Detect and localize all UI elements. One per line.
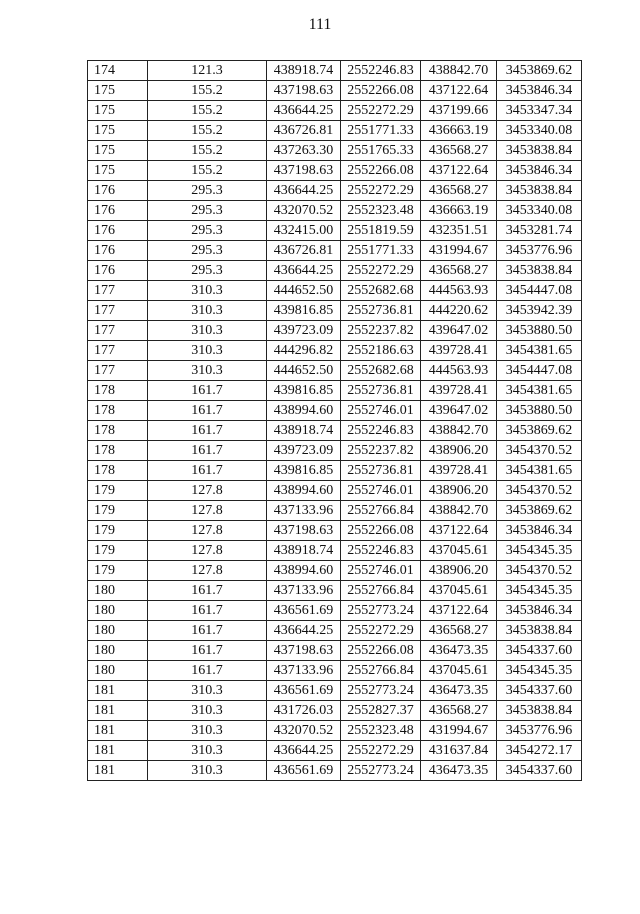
table-cell: 3453869.62	[497, 421, 582, 441]
table-cell: 3454337.60	[497, 641, 582, 661]
table-cell: 436473.35	[421, 681, 497, 701]
table-cell: 174	[88, 61, 148, 81]
table-cell: 180	[88, 641, 148, 661]
table-cell: 2552766.84	[341, 581, 421, 601]
table-row	[88, 81, 582, 101]
table-cell: 161.7	[148, 661, 267, 681]
table-cell: 2552272.29	[341, 621, 421, 641]
table-row	[88, 121, 582, 141]
table-cell: 436726.81	[267, 241, 341, 261]
table-cell: 2552746.01	[341, 401, 421, 421]
table-cell: 437122.64	[421, 81, 497, 101]
table-cell: 310.3	[148, 341, 267, 361]
table-cell: 178	[88, 401, 148, 421]
table-cell: 437045.61	[421, 581, 497, 601]
table-cell: 310.3	[148, 361, 267, 381]
table-cell: 438918.74	[267, 61, 341, 81]
table-cell: 176	[88, 221, 148, 241]
table-row	[88, 681, 582, 701]
table-cell: 444563.93	[421, 281, 497, 301]
table-cell: 438842.70	[421, 501, 497, 521]
table-cell: 179	[88, 561, 148, 581]
table-cell: 155.2	[148, 161, 267, 181]
table-cell: 181	[88, 681, 148, 701]
table-cell: 2552266.08	[341, 521, 421, 541]
table-cell: 179	[88, 481, 148, 501]
table-cell: 310.3	[148, 681, 267, 701]
table-cell: 2551819.59	[341, 221, 421, 241]
table-cell: 438906.20	[421, 441, 497, 461]
table-cell: 436644.25	[267, 261, 341, 281]
table-row	[88, 341, 582, 361]
table-cell: 181	[88, 761, 148, 781]
table-row	[88, 501, 582, 521]
table-cell: 437045.61	[421, 661, 497, 681]
table-cell: 438842.70	[421, 61, 497, 81]
table-cell: 436568.27	[421, 181, 497, 201]
table-cell: 176	[88, 181, 148, 201]
table-cell: 2552186.63	[341, 341, 421, 361]
table-row	[88, 741, 582, 761]
table-cell: 439728.41	[421, 461, 497, 481]
table-cell: 444220.62	[421, 301, 497, 321]
table-cell: 181	[88, 741, 148, 761]
table-cell: 155.2	[148, 81, 267, 101]
table-cell: 438906.20	[421, 561, 497, 581]
table-cell: 431637.84	[421, 741, 497, 761]
table-cell: 2552766.84	[341, 661, 421, 681]
table-cell: 437122.64	[421, 601, 497, 621]
table-cell: 3453880.50	[497, 401, 582, 421]
table-row	[88, 761, 582, 781]
table-row	[88, 541, 582, 561]
table-cell: 2552246.83	[341, 421, 421, 441]
table-cell: 3454272.17	[497, 741, 582, 761]
table-cell: 176	[88, 241, 148, 261]
table-cell: 310.3	[148, 281, 267, 301]
table-cell: 439723.09	[267, 441, 341, 461]
table-cell: 180	[88, 581, 148, 601]
table-cell: 2552736.81	[341, 461, 421, 481]
table-cell: 3453340.08	[497, 121, 582, 141]
table-cell: 295.3	[148, 181, 267, 201]
table-cell: 2552773.24	[341, 681, 421, 701]
table-cell: 3454345.35	[497, 581, 582, 601]
table-cell: 161.7	[148, 381, 267, 401]
table-cell: 437198.63	[267, 641, 341, 661]
table-cell: 438918.74	[267, 541, 341, 561]
table-cell: 2552746.01	[341, 481, 421, 501]
table-row	[88, 581, 582, 601]
table-row	[88, 481, 582, 501]
table-row	[88, 301, 582, 321]
table-cell: 3453869.62	[497, 501, 582, 521]
table-cell: 436473.35	[421, 641, 497, 661]
table-cell: 310.3	[148, 741, 267, 761]
table-row	[88, 701, 582, 721]
table-row	[88, 201, 582, 221]
table-cell: 181	[88, 721, 148, 741]
table-cell: 121.3	[148, 61, 267, 81]
table-cell: 175	[88, 161, 148, 181]
table-cell: 3453846.34	[497, 521, 582, 541]
table-cell: 436568.27	[421, 261, 497, 281]
table-cell: 438918.74	[267, 421, 341, 441]
table-cell: 295.3	[148, 201, 267, 221]
table-cell: 2552246.83	[341, 541, 421, 561]
table-row	[88, 401, 582, 421]
table-cell: 3453869.62	[497, 61, 582, 81]
table-cell: 2551765.33	[341, 141, 421, 161]
table-cell: 3454381.65	[497, 461, 582, 481]
table-cell: 3453838.84	[497, 141, 582, 161]
table-cell: 2552682.68	[341, 281, 421, 301]
table-cell: 2552272.29	[341, 181, 421, 201]
table-cell: 436644.25	[267, 741, 341, 761]
table-cell: 2552266.08	[341, 81, 421, 101]
table-cell: 436561.69	[267, 761, 341, 781]
table-cell: 444296.82	[267, 341, 341, 361]
table-cell: 432070.52	[267, 201, 341, 221]
table-cell: 3454447.08	[497, 281, 582, 301]
table-cell: 2552773.24	[341, 601, 421, 621]
table-cell: 2552266.08	[341, 641, 421, 661]
table-row	[88, 641, 582, 661]
table-cell: 2552766.84	[341, 501, 421, 521]
table-cell: 175	[88, 81, 148, 101]
table-cell: 437198.63	[267, 81, 341, 101]
table-cell: 3453880.50	[497, 321, 582, 341]
table-cell: 436663.19	[421, 201, 497, 221]
table-cell: 2552736.81	[341, 381, 421, 401]
table-cell: 439728.41	[421, 381, 497, 401]
table-row	[88, 421, 582, 441]
table-cell: 436561.69	[267, 681, 341, 701]
table-cell: 2552237.82	[341, 321, 421, 341]
table-row	[88, 561, 582, 581]
table-cell: 310.3	[148, 761, 267, 781]
table-cell: 2551771.33	[341, 241, 421, 261]
table-cell: 3454381.65	[497, 341, 582, 361]
table-cell: 155.2	[148, 121, 267, 141]
table-cell: 127.8	[148, 561, 267, 581]
table-row	[88, 261, 582, 281]
table-cell: 295.3	[148, 221, 267, 241]
table-cell: 2552237.82	[341, 441, 421, 461]
table-row	[88, 61, 582, 81]
table-cell: 2552773.24	[341, 761, 421, 781]
table-cell: 436568.27	[421, 621, 497, 641]
table-cell: 436568.27	[421, 141, 497, 161]
table-cell: 176	[88, 261, 148, 281]
table-body	[88, 61, 582, 781]
table-cell: 432070.52	[267, 721, 341, 741]
table-cell: 161.7	[148, 581, 267, 601]
table-cell: 178	[88, 461, 148, 481]
table-cell: 437122.64	[421, 521, 497, 541]
table-row	[88, 161, 582, 181]
table-cell: 438842.70	[421, 421, 497, 441]
table-cell: 181	[88, 701, 148, 721]
table-cell: 2552323.48	[341, 201, 421, 221]
table-cell: 178	[88, 381, 148, 401]
table-cell: 179	[88, 541, 148, 561]
table-cell: 436568.27	[421, 701, 497, 721]
table-cell: 439647.02	[421, 321, 497, 341]
table-cell: 161.7	[148, 421, 267, 441]
table-cell: 2552272.29	[341, 741, 421, 761]
table-cell: 3453281.74	[497, 221, 582, 241]
table-cell: 2552246.83	[341, 61, 421, 81]
table-cell: 436663.19	[421, 121, 497, 141]
table-cell: 161.7	[148, 461, 267, 481]
table-cell: 310.3	[148, 701, 267, 721]
table-row	[88, 661, 582, 681]
table-cell: 437263.30	[267, 141, 341, 161]
table-cell: 176	[88, 201, 148, 221]
table-cell: 439816.85	[267, 301, 341, 321]
table-cell: 310.3	[148, 301, 267, 321]
table-cell: 178	[88, 441, 148, 461]
table-cell: 3453838.84	[497, 181, 582, 201]
table-cell: 2552266.08	[341, 161, 421, 181]
table-row	[88, 721, 582, 741]
table-cell: 161.7	[148, 621, 267, 641]
table-cell: 432351.51	[421, 221, 497, 241]
table-cell: 177	[88, 341, 148, 361]
table-cell: 438906.20	[421, 481, 497, 501]
table-row	[88, 601, 582, 621]
table-cell: 178	[88, 421, 148, 441]
table-cell: 175	[88, 141, 148, 161]
table-row	[88, 181, 582, 201]
table-row	[88, 361, 582, 381]
table-cell: 2552272.29	[341, 261, 421, 281]
table-cell: 431726.03	[267, 701, 341, 721]
table-cell: 3453347.34	[497, 101, 582, 121]
table-row	[88, 141, 582, 161]
table-cell: 437198.63	[267, 521, 341, 541]
table-cell: 180	[88, 661, 148, 681]
table-cell: 2552682.68	[341, 361, 421, 381]
table-cell: 438994.60	[267, 561, 341, 581]
table-cell: 177	[88, 321, 148, 341]
table-cell: 161.7	[148, 401, 267, 421]
table-cell: 3453846.34	[497, 81, 582, 101]
table-cell: 310.3	[148, 321, 267, 341]
table-row	[88, 281, 582, 301]
table-cell: 3454370.52	[497, 561, 582, 581]
table-cell: 3453776.96	[497, 241, 582, 261]
table-cell: 127.8	[148, 521, 267, 541]
coordinates-table	[87, 60, 582, 781]
table-cell: 310.3	[148, 721, 267, 741]
table-row	[88, 101, 582, 121]
table-cell: 2552736.81	[341, 301, 421, 321]
table-cell: 444563.93	[421, 361, 497, 381]
table-cell: 155.2	[148, 101, 267, 121]
table-cell: 3454370.52	[497, 441, 582, 461]
table-cell: 295.3	[148, 261, 267, 281]
table-row	[88, 441, 582, 461]
table-cell: 3454447.08	[497, 361, 582, 381]
table-cell: 179	[88, 501, 148, 521]
table-cell: 438994.60	[267, 481, 341, 501]
table-cell: 127.8	[148, 481, 267, 501]
table-cell: 161.7	[148, 441, 267, 461]
table-cell: 2552272.29	[341, 101, 421, 121]
table-cell: 175	[88, 121, 148, 141]
table-cell: 439647.02	[421, 401, 497, 421]
table-cell: 2552323.48	[341, 721, 421, 741]
table-cell: 3453846.34	[497, 161, 582, 181]
table-cell: 444652.50	[267, 281, 341, 301]
table-cell: 437045.61	[421, 541, 497, 561]
table-cell: 3453846.34	[497, 601, 582, 621]
table-cell: 3453942.39	[497, 301, 582, 321]
table-row	[88, 221, 582, 241]
table-cell: 3454337.60	[497, 761, 582, 781]
table-cell: 437133.96	[267, 501, 341, 521]
table-cell: 155.2	[148, 141, 267, 161]
table-cell: 180	[88, 601, 148, 621]
table-cell: 2552746.01	[341, 561, 421, 581]
table-cell: 177	[88, 281, 148, 301]
table-cell: 439728.41	[421, 341, 497, 361]
table-cell: 437133.96	[267, 581, 341, 601]
table-cell: 438994.60	[267, 401, 341, 421]
table-cell: 3454345.35	[497, 661, 582, 681]
table-cell: 161.7	[148, 601, 267, 621]
table-cell: 3454370.52	[497, 481, 582, 501]
table-cell: 179	[88, 521, 148, 541]
table-cell: 3453776.96	[497, 721, 582, 741]
table-cell: 2551771.33	[341, 121, 421, 141]
table-cell: 295.3	[148, 241, 267, 261]
table-cell: 3454381.65	[497, 381, 582, 401]
table-cell: 444652.50	[267, 361, 341, 381]
table-cell: 2552827.37	[341, 701, 421, 721]
table-cell: 436644.25	[267, 101, 341, 121]
table-cell: 432415.00	[267, 221, 341, 241]
table-cell: 177	[88, 301, 148, 321]
table-cell: 437199.66	[421, 101, 497, 121]
table-cell: 439723.09	[267, 321, 341, 341]
table-cell: 437122.64	[421, 161, 497, 181]
page-number: 111	[308, 16, 332, 33]
table-row	[88, 321, 582, 341]
table-cell: 3454337.60	[497, 681, 582, 701]
table-cell: 3453838.84	[497, 621, 582, 641]
table-row	[88, 381, 582, 401]
table-cell: 437133.96	[267, 661, 341, 681]
table-row	[88, 521, 582, 541]
table-cell: 161.7	[148, 641, 267, 661]
table-cell: 437198.63	[267, 161, 341, 181]
table-cell: 127.8	[148, 501, 267, 521]
table-cell: 436726.81	[267, 121, 341, 141]
table-cell: 3453838.84	[497, 701, 582, 721]
table-cell: 439816.85	[267, 461, 341, 481]
table-cell: 3454345.35	[497, 541, 582, 561]
table-cell: 431994.67	[421, 721, 497, 741]
table-cell: 436561.69	[267, 601, 341, 621]
table-cell: 175	[88, 101, 148, 121]
table-row	[88, 241, 582, 261]
table-row	[88, 461, 582, 481]
table-row	[88, 621, 582, 641]
table-cell: 177	[88, 361, 148, 381]
table-cell: 127.8	[148, 541, 267, 561]
table-cell: 3453340.08	[497, 201, 582, 221]
table-cell: 436644.25	[267, 621, 341, 641]
table-cell: 439816.85	[267, 381, 341, 401]
table-cell: 436473.35	[421, 761, 497, 781]
table-cell: 3453838.84	[497, 261, 582, 281]
table-cell: 431994.67	[421, 241, 497, 261]
table-cell: 436644.25	[267, 181, 341, 201]
table-cell: 180	[88, 621, 148, 641]
